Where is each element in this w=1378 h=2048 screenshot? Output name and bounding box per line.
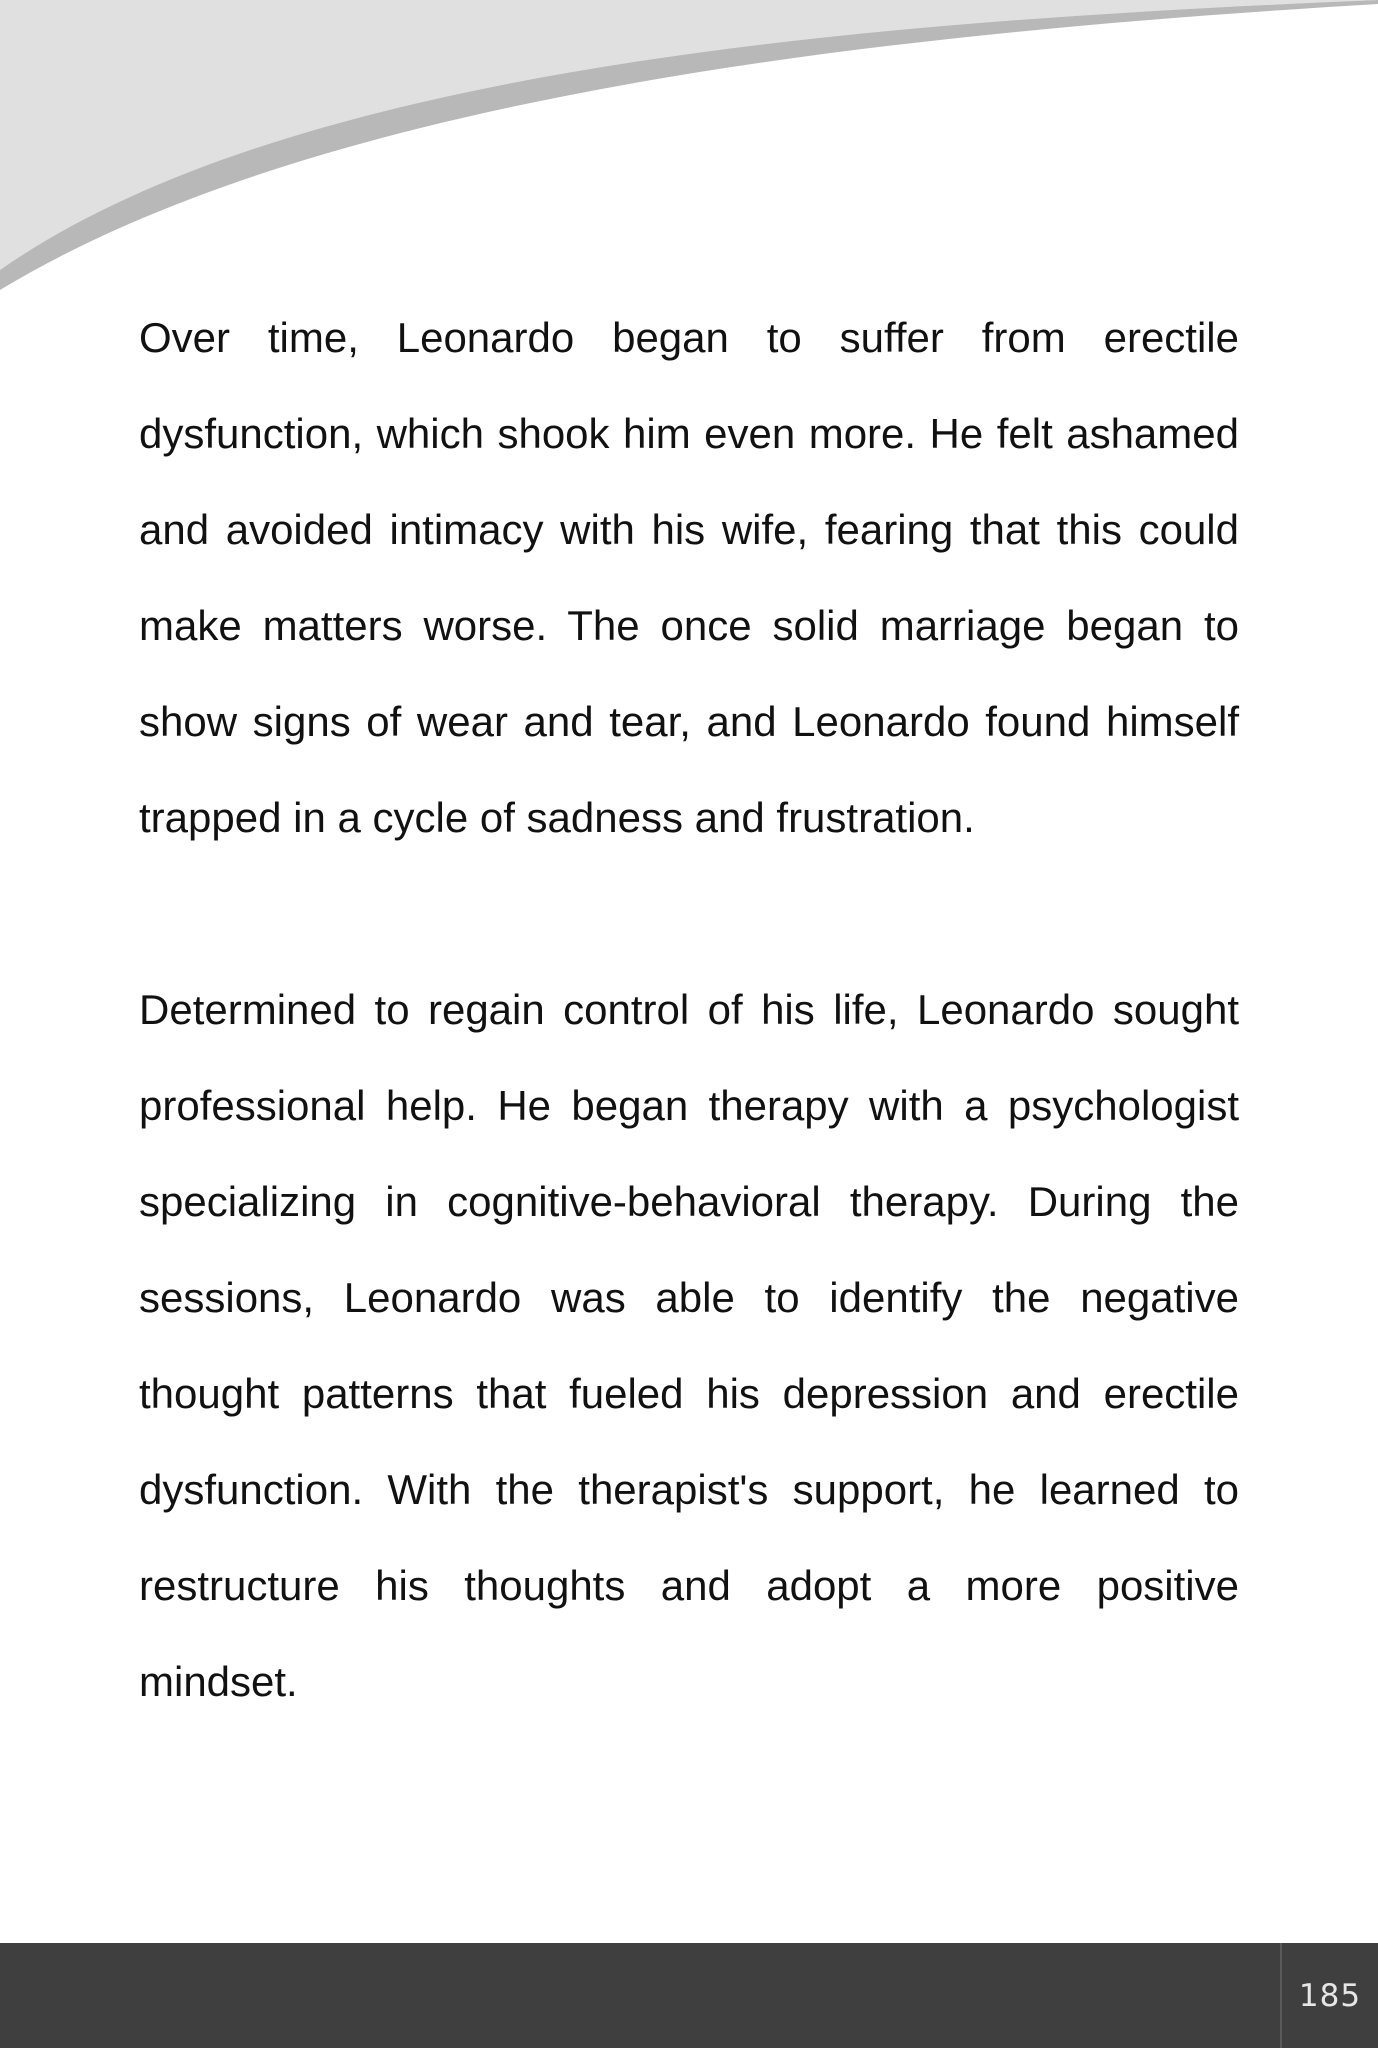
swoosh-light-band (0, 0, 1378, 270)
body-text (139, 290, 1239, 1730)
page-number: 185 (1298, 1977, 1362, 2014)
paragraph-2: Determined to regain control of his life, Leonardo sought professional help. He began therapy with a psychologist specializing in cognitive-behavioral therapy. During the sessions, Leonardo was able to identify the negative thought patterns that fueled his depression and erectile dysfunction. With the therapist's support, he learned to restructure his thoughts and adopt a more positive mindset. (139, 986, 1239, 1705)
header-swoosh-decoration (0, 0, 1378, 300)
page-number-box (1280, 1943, 1378, 2048)
footer-bar (0, 1943, 1378, 2048)
paragraph-1: Over time, Leonardo began to suffer from erectile dysfunction, which shook him even more. He felt ashamed and avoided intimacy with his wife, fearing that this could make matters worse. The once solid marriage began to show signs of wear and tear, and Leonardo found himself trapped in a cycle of sadness and frustration. (139, 314, 1239, 841)
